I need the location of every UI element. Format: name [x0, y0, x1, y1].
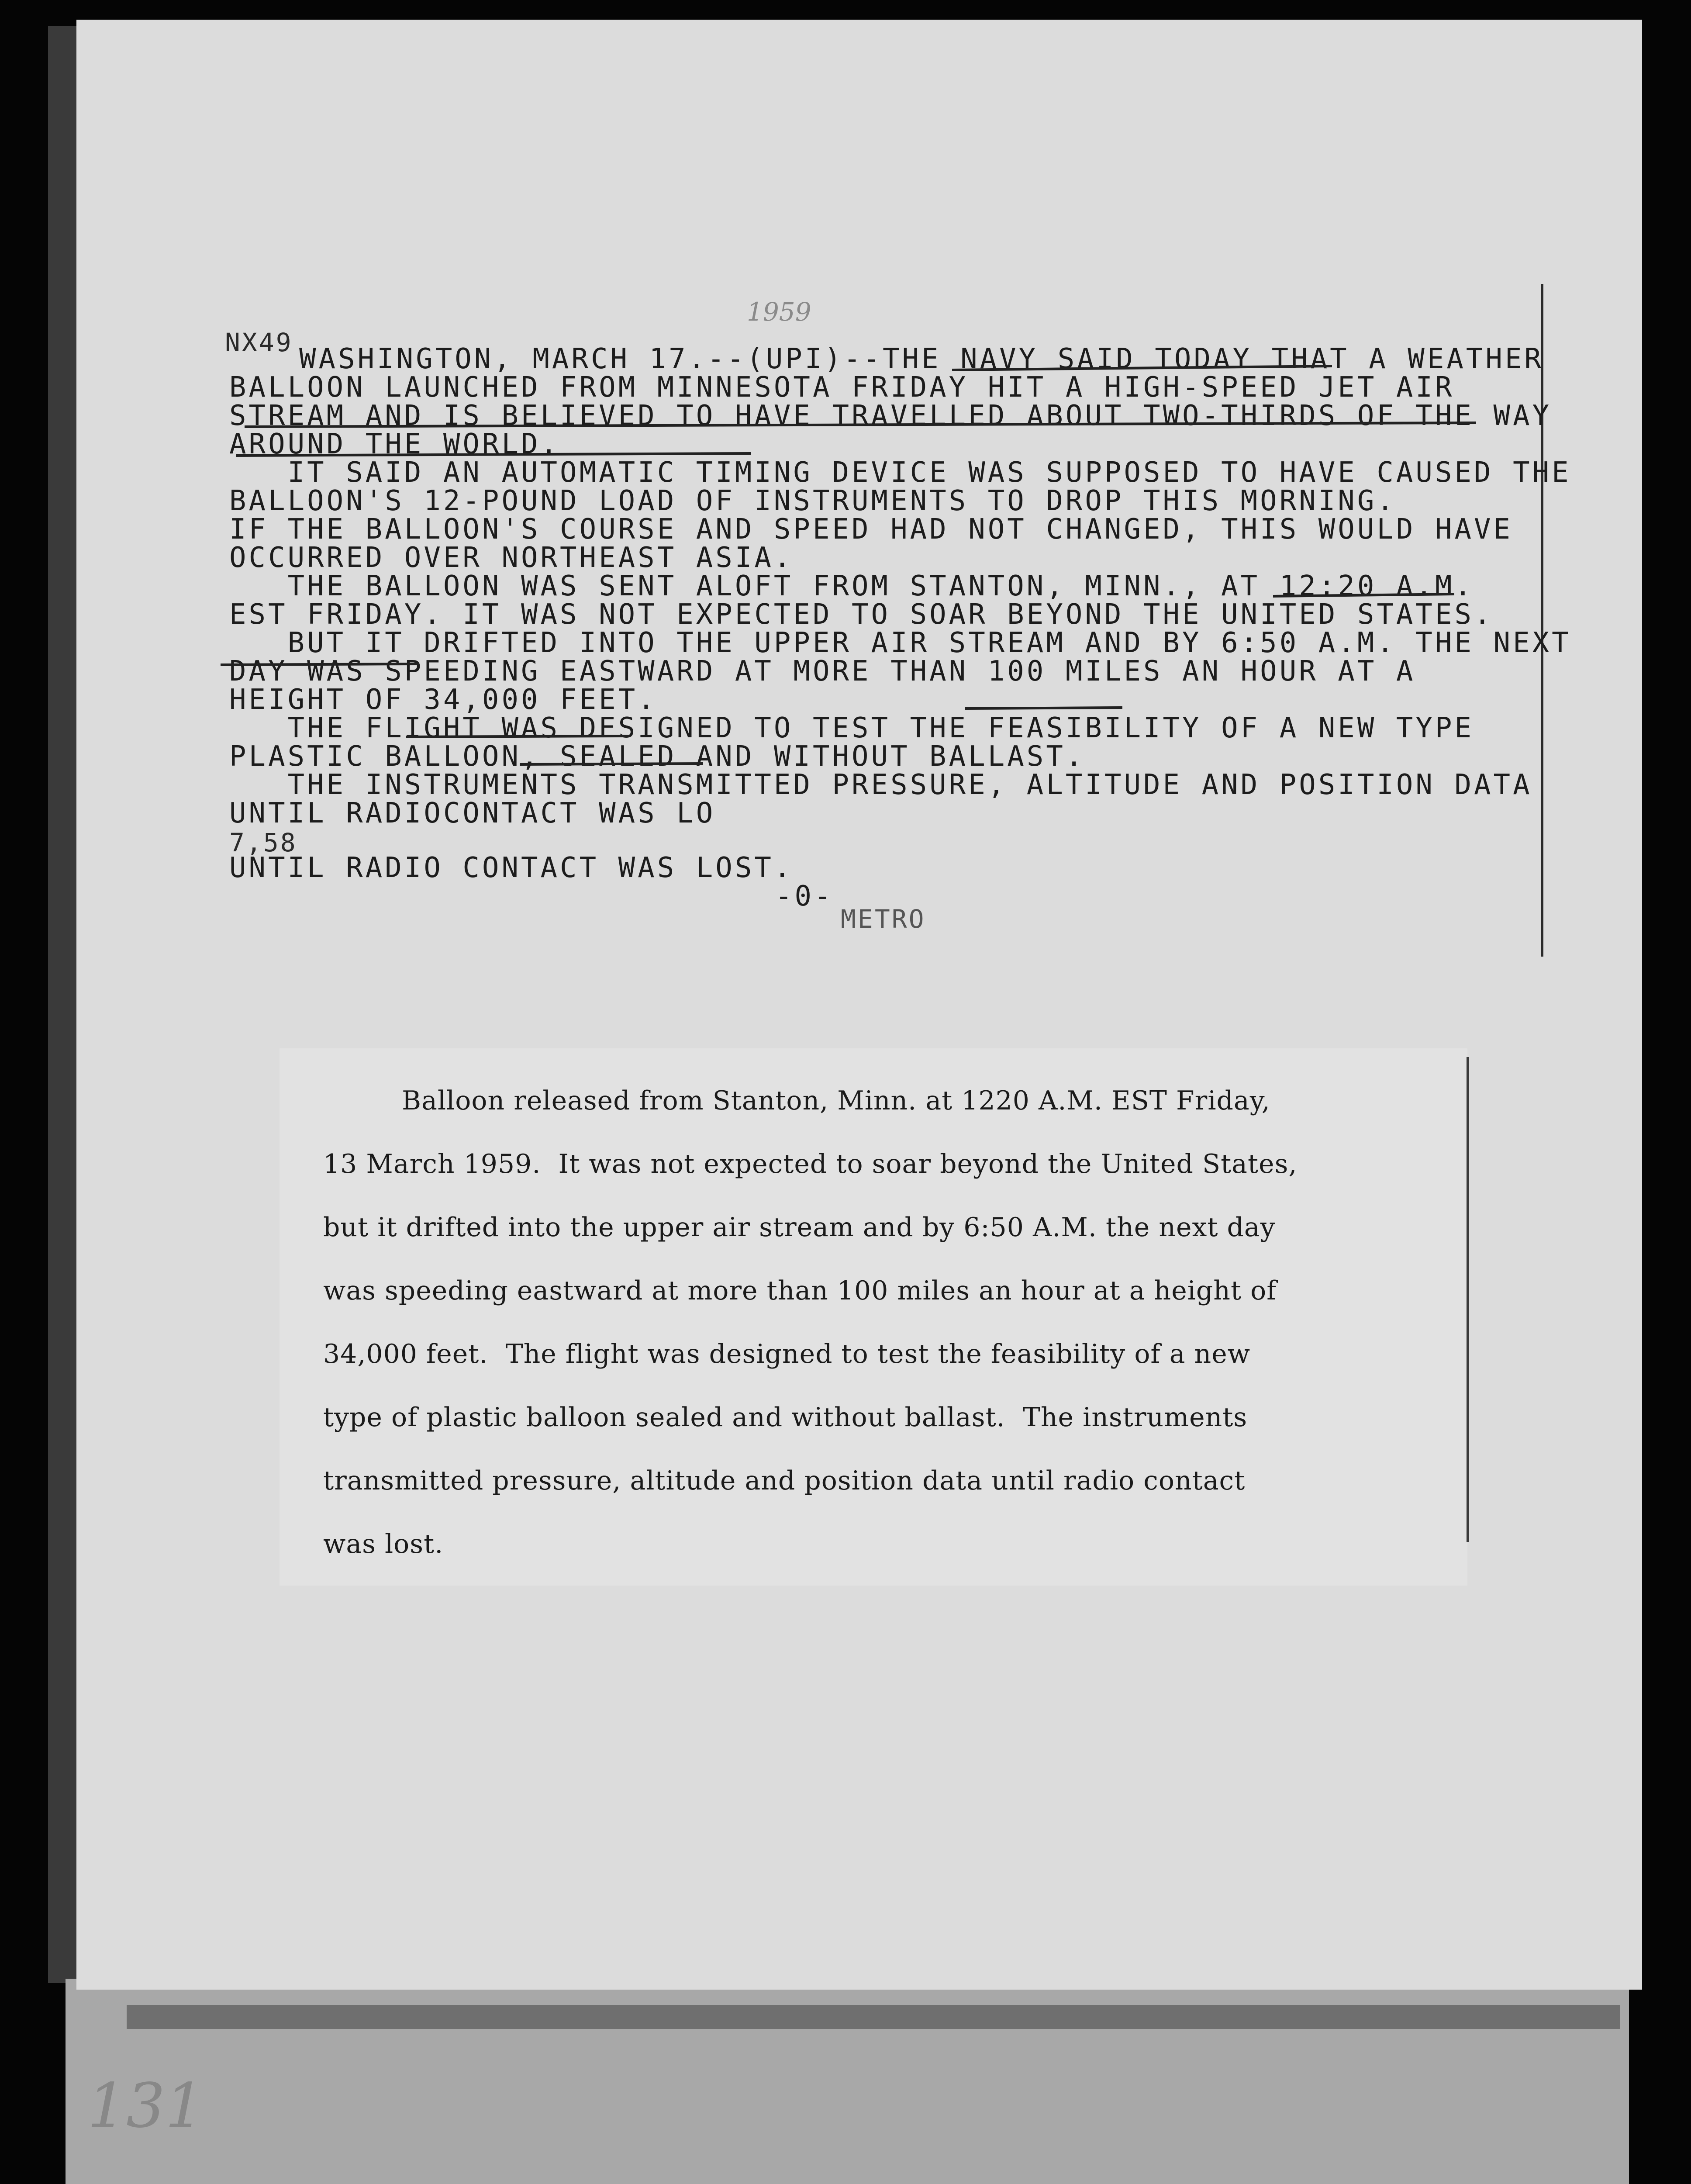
clipping-line-8: OCCURRED OVER NORTHEAST ASIA.: [229, 542, 794, 574]
typed-summary-card: [280, 1048, 1467, 1586]
summary-line-6: type of plastic balloon sealed and without ballast. The instruments: [323, 1402, 1248, 1433]
clipping-line-10: EST FRIDAY. IT WAS NOT EXPECTED TO SOAR BEYOND THE UNITED STATES.: [229, 598, 1494, 631]
clipping-line-14: THE FLIGHT WAS DESIGNED TO TEST THE FEASIBILITY OF A NEW TYPE: [229, 712, 1474, 744]
summary-line-7: transmitted pressure, altitude and position data until radio contact: [323, 1465, 1246, 1496]
clipping-line-9: THE BALLOON WAS SENT ALOFT FROM STANTON, MINN., AT 12:20 A.M.: [229, 570, 1474, 602]
desk-label: METRO: [841, 904, 926, 934]
time-code: 7,58: [229, 828, 297, 857]
clipping-line-12: DAY WAS SPEEDING EASTWARD AT MORE THAN 100 MILES AN HOUR AT A: [229, 655, 1416, 688]
final-line: UNTIL RADIO CONTACT WAS LOST.: [229, 852, 794, 884]
clipping-line-3: STREAM AND IS BELIEVED TO HAVE TRAVELLED ABOUT TWO-THIRDS OF THE WAY: [229, 400, 1552, 432]
summary-line-4: was speeding eastward at more than 100 miles an hour at a height of: [323, 1275, 1277, 1306]
clipping-line-16: THE INSTRUMENTS TRANSMITTED PRESSURE, ALTITUDE AND POSITION DATA: [229, 769, 1532, 801]
clipping-line-17: UNTIL RADIOCONTACT WAS LO: [229, 797, 716, 829]
mat-pencil-mark-1: 131: [87, 2070, 204, 2142]
summary-line-5: 34,000 feet. The flight was designed to test the feasibility of a new: [323, 1339, 1251, 1369]
clipping-line-7: IF THE BALLOON'S COURSE AND SPEED HAD NOT CHANGED, THIS WOULD HAVE: [229, 513, 1513, 546]
clipping-line-11: BUT IT DRIFTED INTO THE UPPER AIR STREAM AND BY 6:50 A.M. THE NEXT: [229, 627, 1571, 659]
clipping-line-13: HEIGHT OF 34,000 FEET.: [229, 684, 657, 716]
clipping-line-6: BALLOON'S 12-POUND LOAD OF INSTRUMENTS TO DROP THIS MORNING.: [229, 485, 1396, 517]
wire-slug: NX49: [225, 328, 293, 357]
card-edge-line: [1467, 1057, 1469, 1542]
clipping-line-1: WASHINGTON, MARCH 17.--(UPI)--THE NAVY SAID TODAY THAT A WEATHER: [299, 343, 1544, 375]
clipping-line-15: PLASTIC BALLOON, SEALED AND WITHOUT BALLAST.: [229, 740, 1085, 773]
pencil-year-note: 1959: [747, 297, 811, 327]
summary-line-1: Balloon released from Stanton, Minn. at 1220 A.M. EST Friday,: [402, 1085, 1270, 1116]
summary-line-3: but it drifted into the upper air stream and by 6:50 A.M. the next day: [323, 1212, 1276, 1243]
clipping-line-5: IT SAID AN AUTOMATIC TIMING DEVICE WAS SUPPOSED TO HAVE CAUSED THE: [229, 456, 1571, 489]
clipping-line-2: BALLOON LAUNCHED FROM MINNESOTA FRIDAY HIT A HIGH-SPEED JET AIR: [229, 371, 1455, 404]
clipping-line-4: AROUND THE WORLD.: [229, 428, 560, 460]
summary-line-2: 13 March 1959. It was not expected to soar beyond the United States,: [323, 1149, 1298, 1179]
end-mark: -0-: [775, 880, 834, 912]
summary-line-8: was lost.: [323, 1529, 444, 1559]
